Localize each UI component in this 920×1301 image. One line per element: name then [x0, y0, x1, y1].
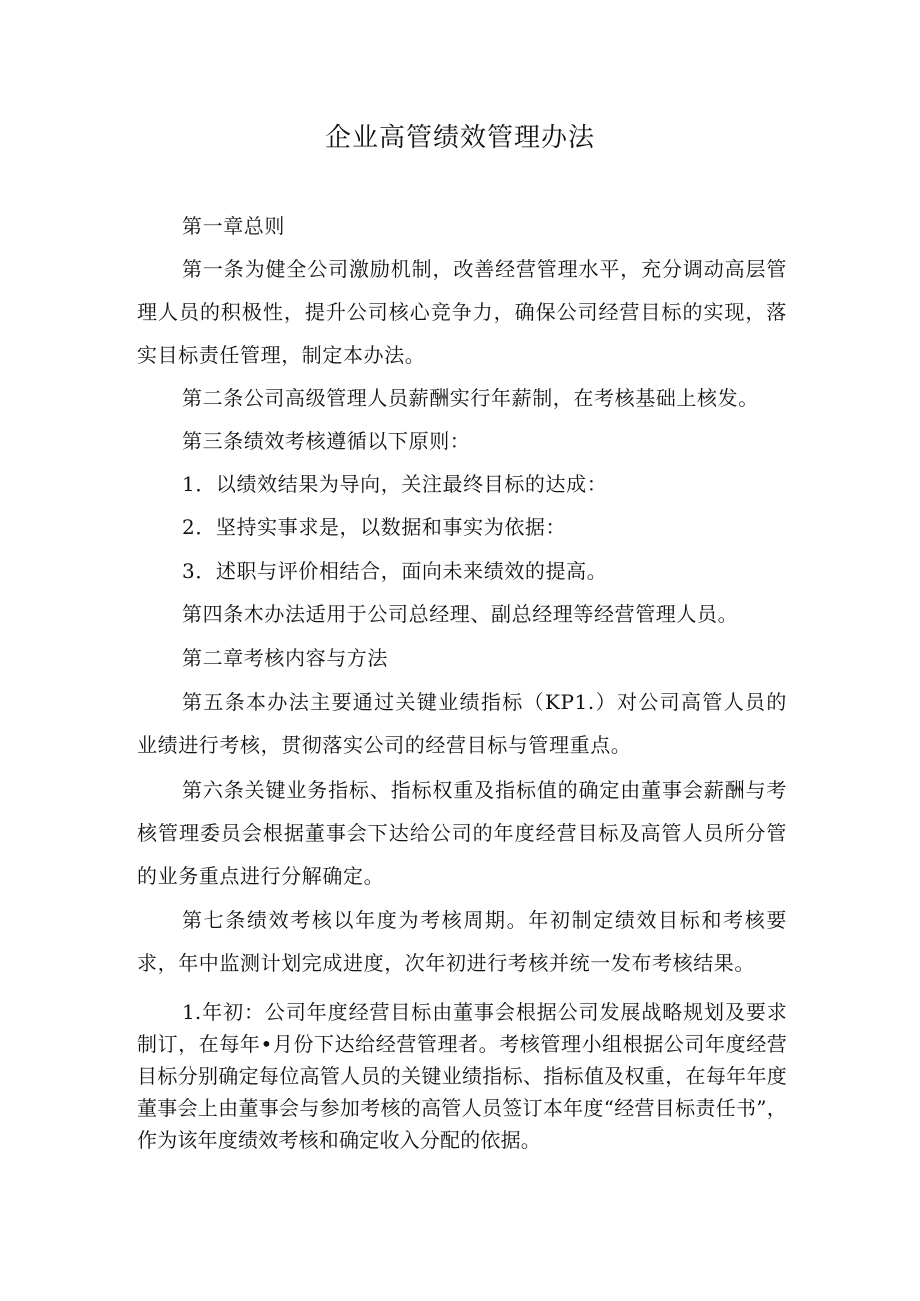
article-5: 第五条本办法主要通过关键业绩指标（KP1.）对公司高管人员的业绩进行考核，贯彻落实公司的经营目标与管理重点。 [137, 690, 787, 757]
article-6: 第六条关键业务指标、指标权重及指标值的确定由董事会薪酬与考核管理委员会根据董事会下达给公司的年度经营目标及高管人员所分管的业务重点进行分解确定。 [137, 778, 787, 888]
article-7: 第七条绩效考核以年度为考核周期。年初制定绩效目标和考核要求，年中监测计划完成进度，次年初进行考核并统一发布考核结果。 [137, 908, 787, 975]
article-2: 第二条公司高级管理人员薪酬实行年薪制，在考核基础上核发。 [182, 386, 759, 410]
article-7-sub-item-1: 1.年初：公司年度经营目标由董事会根据公司发展战略规划及要求制订，在每年•月份下达给经营管理者。考核管理小组根据公司年度经营目标分别确定每位高管人员的关键业绩指标、指标值及权重，在每年年度董事会上由董事会与参加考核的高管人员签订本年度“经营目标责任书”，作为该年度绩效考核和确定收入分配的依据。 [137, 1000, 787, 1152]
article-1: 第一条为健全公司激励机制，改善经营管理水平，充分调动高层管理人员的积极性，提升公司核心竞争力，确保公司经营目标的实现，落实目标责任管理，制定本办法。 [137, 257, 787, 367]
document-title: 企业高管绩效管理办法 [324, 123, 595, 153]
chapter-1-heading: 第一章总则 [182, 214, 285, 238]
article-3: 第三条绩效考核遵循以下原则： [182, 429, 471, 453]
chapter-2-heading: 第二章考核内容与方法 [182, 646, 388, 670]
principle-item-3: 3．述职与评价相结合，面向未来绩效的提高。 [182, 559, 608, 583]
principle-item-2: 2．坚持实事求是，以数据和事实为依据： [182, 515, 567, 539]
principle-item-1: 1．以绩效结果为导向，关注最终目标的达成： [182, 472, 608, 496]
article-4: 第四条木办法适用于公司总经理、副总经理等经营管理人员。 [182, 602, 739, 626]
